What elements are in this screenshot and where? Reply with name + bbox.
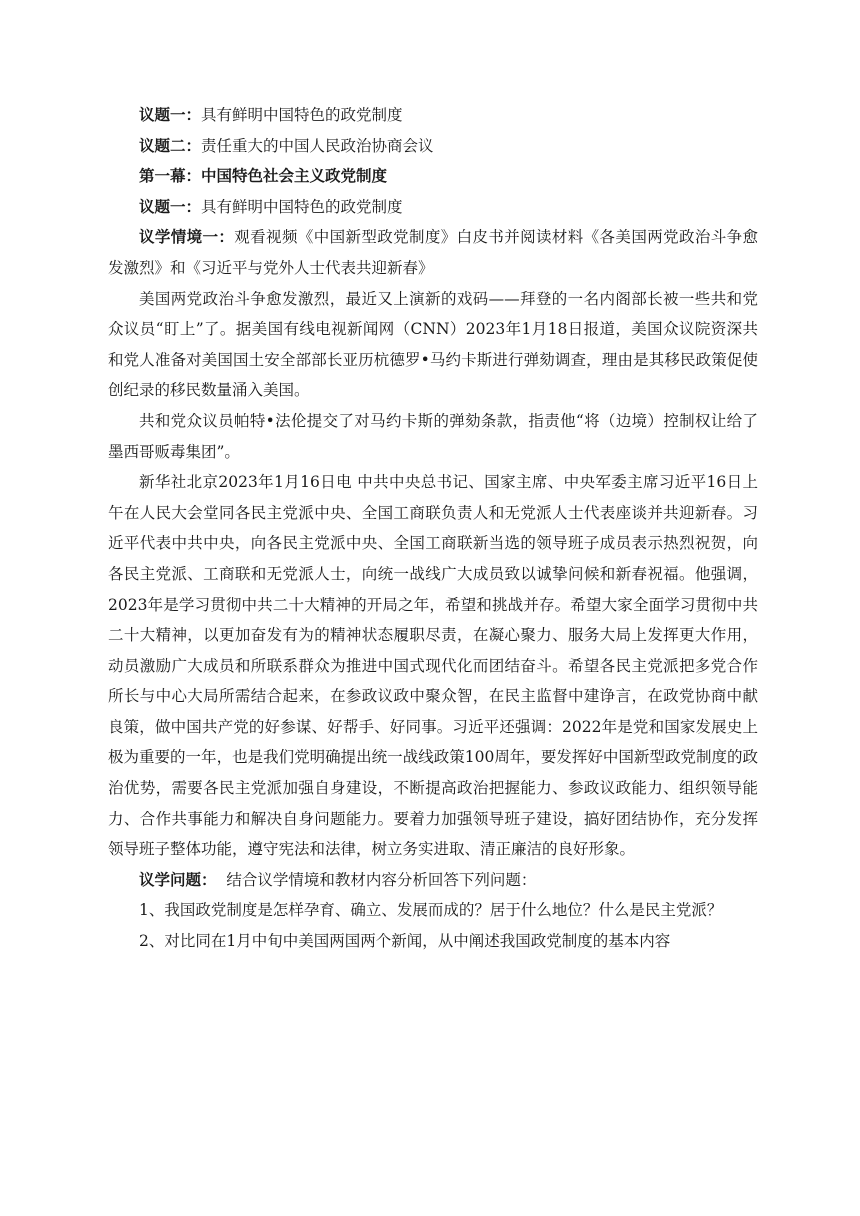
scenario-label: 议学情境一： [139, 227, 235, 247]
topic-repeat-line [108, 192, 758, 223]
topic-label: 议题一： [139, 105, 202, 124]
topic-text: 责任重大的中国人民政治协商会议 [201, 136, 434, 155]
questions-label: 议学问题： [139, 869, 217, 889]
news-paragraph: 新华社北京2023年1月16日电 中共中央总书记、国家主席、中央军委主席习近平16日上午在人民大会堂同各民主党派中央、全国工商联负责人和无党派人士代表座谈并共迎新春。习近平代表中共中央，向各民主党派中央、全国工商联新当选的领导班子成员表示热烈祝贺，向各民主党派、工商联和无党派人士，向统一战线广大成员致以诚挚问候和新春祝福。他强调，2023年是学习贯彻中共二十大精神的开局之年，希望和挑战并存。希望大家全面学习贯彻中共二十大精神，以更加奋发有为的精神状态履职尽责，在凝心聚力、服务大局上发挥更大作用，动员激励广大成员和所联系群众为推进中国式现代化而团结奋斗。希望各民主党派把多党合作所长与中心大局所需结合起来，在参政议政中聚众智，在民主监督中建诤言，在政党协商中献良策，做中国共产党的好参谋、好帮手、好同事。习近平还强调：2022年是党和国家发展史上极为重要的一年，也是我们党明确提出统一战线政策100周年，要发挥好中国新型政党制度的政治优势，需要各民主党派加强自身建设，不断提高政治把握能力、参政议政能力、组织领导能力、合作共事能力和解决自身问题能力。要着力加强领导班子建设，搞好团结协作，充分发挥领导班子整体功能，遵守宪法和法律，树立务实进取、清正廉洁的良好形象。 [108, 473, 758, 859]
questions-intro: 结合议学情境和教材内容分析回答下列问题： [226, 870, 537, 889]
topic-two-line [108, 131, 758, 162]
document-page [108, 100, 758, 957]
scenario-text: 观看视频《中国新型政党制度》白皮书并阅读材料《各美国两党政治斗争愈发激烈》和《习近平与党外人士代表共迎新春》 [108, 228, 758, 277]
news-paragraph: 美国两党政治斗争愈发激烈，最近又上演新的戏码——拜登的一名内阁部长被一些共和党众议员“盯上”了。据美国有线电视新闻网（CNN）2023年1月18日报道，美国众议院资深共和党人准备对美国国土安全部部长亚历杭德罗•马约卡斯进行弹劾调查，理由是其移民政策促使创纪录的移民数量涌入美国。 [108, 289, 758, 400]
topic-text: 具有鲜明中国特色的政党制度 [201, 106, 403, 124]
act-title: 第一幕：中国特色社会主义政党制度 [139, 166, 388, 186]
topic-label: 议题二： [139, 135, 202, 155]
topic-one-line [108, 100, 758, 131]
topic-text: 具有鲜明中国特色的政党制度 [201, 197, 403, 216]
question-item: 2、对比同在1月中旬中美国两国两个新闻，从中阐述我国政党制度的基本内容 [139, 932, 671, 951]
questions-heading [108, 865, 758, 896]
question-item: 1、我国政党制度是怎样孕育、确立、发展而成的？居于什么地位？什么是民主党派？ [139, 901, 723, 920]
topic-label: 议题一： [139, 196, 202, 216]
news-paragraph: 共和党众议员帕特•法伦提交了对马约卡斯的弹劾条款，指责他“将（边境）控制权让给了墨西哥贩毒集团”。 [108, 411, 758, 461]
scenario-paragraph [108, 222, 758, 283]
